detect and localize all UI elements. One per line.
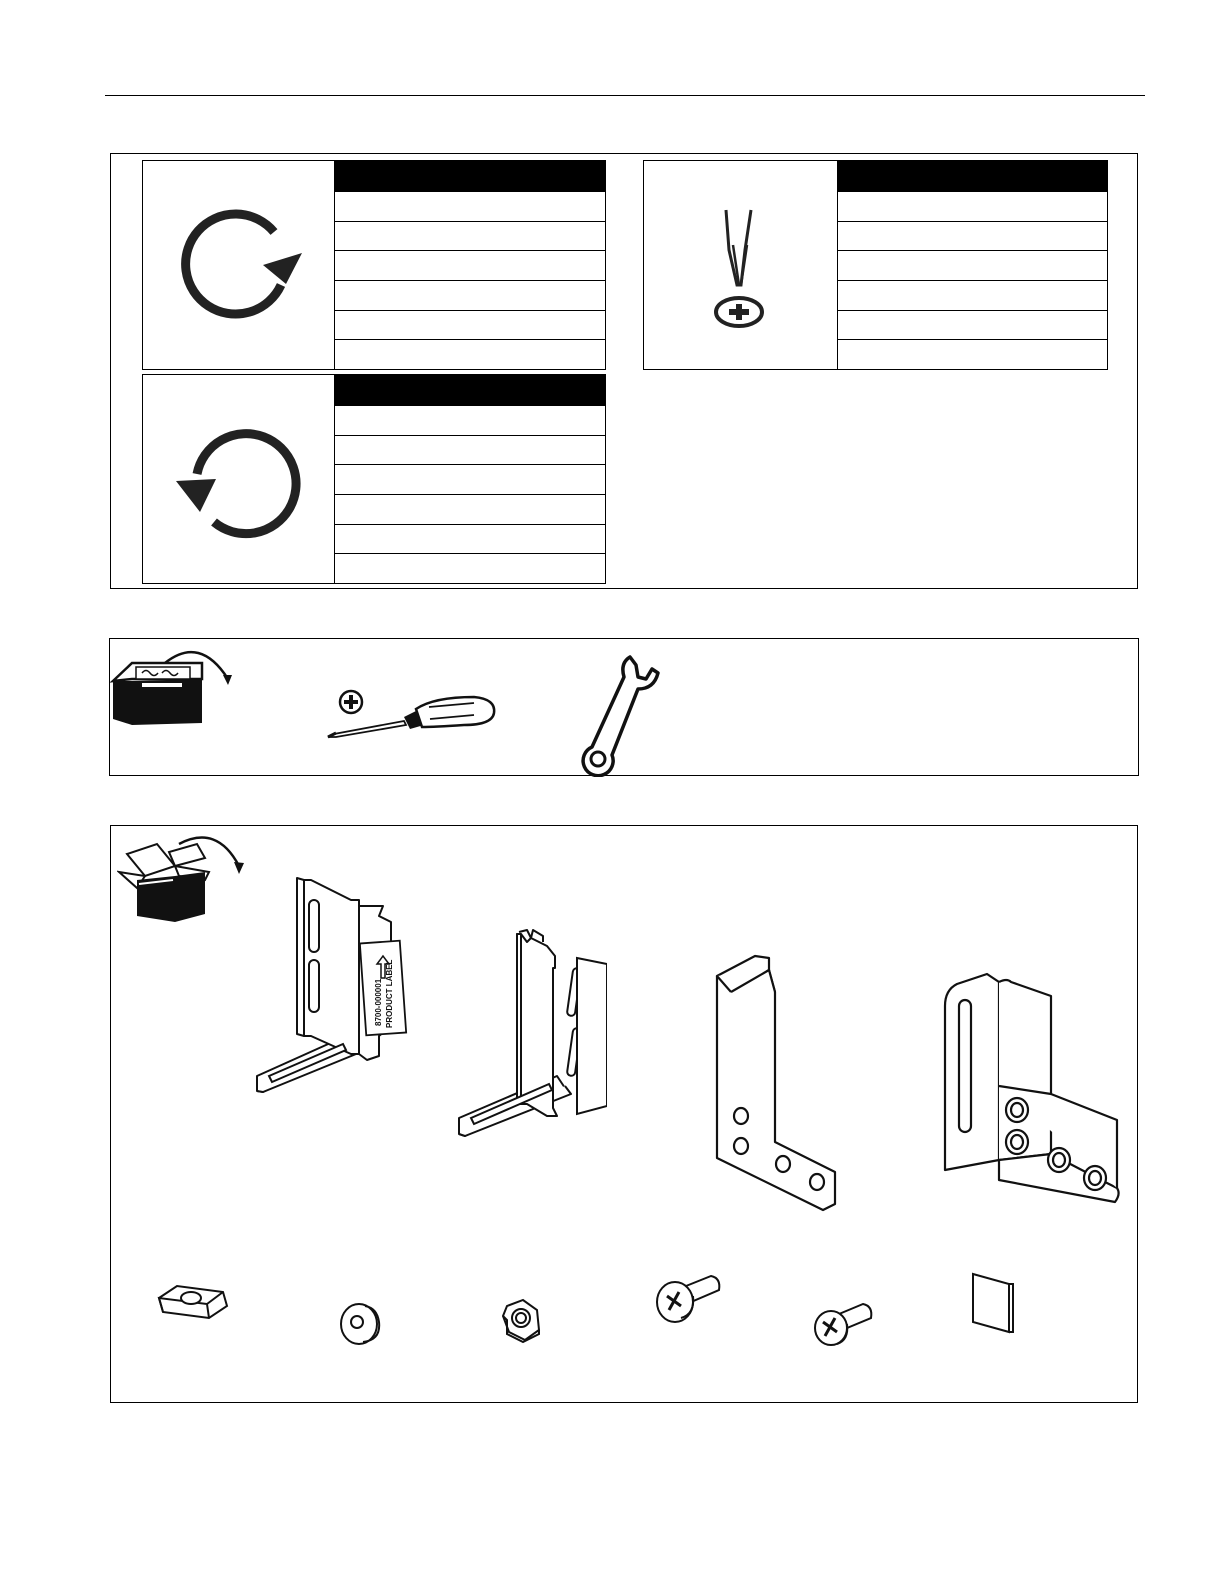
clockwise-table: [335, 161, 605, 369]
phillips-table: [838, 161, 1107, 369]
clockwise-legend: [142, 160, 606, 370]
bracket-label-line2: PRODUCT LABEL: [385, 959, 394, 1028]
table-row: [838, 221, 1107, 251]
counterclockwise-legend: [142, 374, 606, 584]
table-row: [838, 339, 1107, 369]
table-row: [838, 191, 1107, 221]
parts-panel: [110, 825, 1138, 1403]
counterclockwise-table: [335, 375, 605, 583]
corner-bracket: [711, 952, 851, 1216]
table-row: [335, 494, 605, 524]
table-row: [335, 339, 605, 369]
table-row: [838, 310, 1107, 340]
slide-nut: [155, 1272, 235, 1322]
table-row: [335, 191, 605, 221]
washer: [337, 1300, 387, 1350]
table-row: [335, 553, 605, 583]
table-row: [335, 464, 605, 494]
phillips-screw-short: [809, 1298, 879, 1348]
clockwise-arrow-icon: [143, 161, 335, 369]
phillips-screw-long: [651, 1270, 725, 1330]
table-row: [335, 435, 605, 465]
table-row: [335, 405, 605, 435]
table-row: [335, 250, 605, 280]
toolbox-icon: [110, 643, 240, 733]
legend-panel: [110, 153, 1138, 589]
hex-nut: [497, 1296, 547, 1346]
phillips-screwdriver-icon: [324, 687, 499, 743]
stud-bracket: [941, 970, 1121, 1210]
tools-panel: [109, 638, 1139, 776]
table-row: [838, 280, 1107, 310]
phillips-table-header: [838, 161, 1107, 191]
open-box-icon: [117, 832, 247, 926]
table-row: [335, 221, 605, 251]
counterclockwise-arrow-icon: [143, 375, 335, 583]
phillips-legend: [643, 160, 1108, 370]
wrench-icon: [578, 651, 668, 777]
bracket-label-line1: 8700-000001: [374, 978, 383, 1026]
slotted-bracket-large: [251, 876, 431, 1126]
table-row: [335, 280, 605, 310]
adhesive-pad: [969, 1270, 1019, 1336]
header-rule: [105, 95, 1145, 96]
phillips-screwdriver-tip-icon: [644, 161, 838, 369]
table-row: [335, 310, 605, 340]
table-row: [838, 250, 1107, 280]
table-row: [335, 524, 605, 554]
clockwise-table-header: [335, 161, 605, 191]
counterclockwise-table-header: [335, 375, 605, 405]
slotted-bracket-small: [457, 928, 607, 1168]
